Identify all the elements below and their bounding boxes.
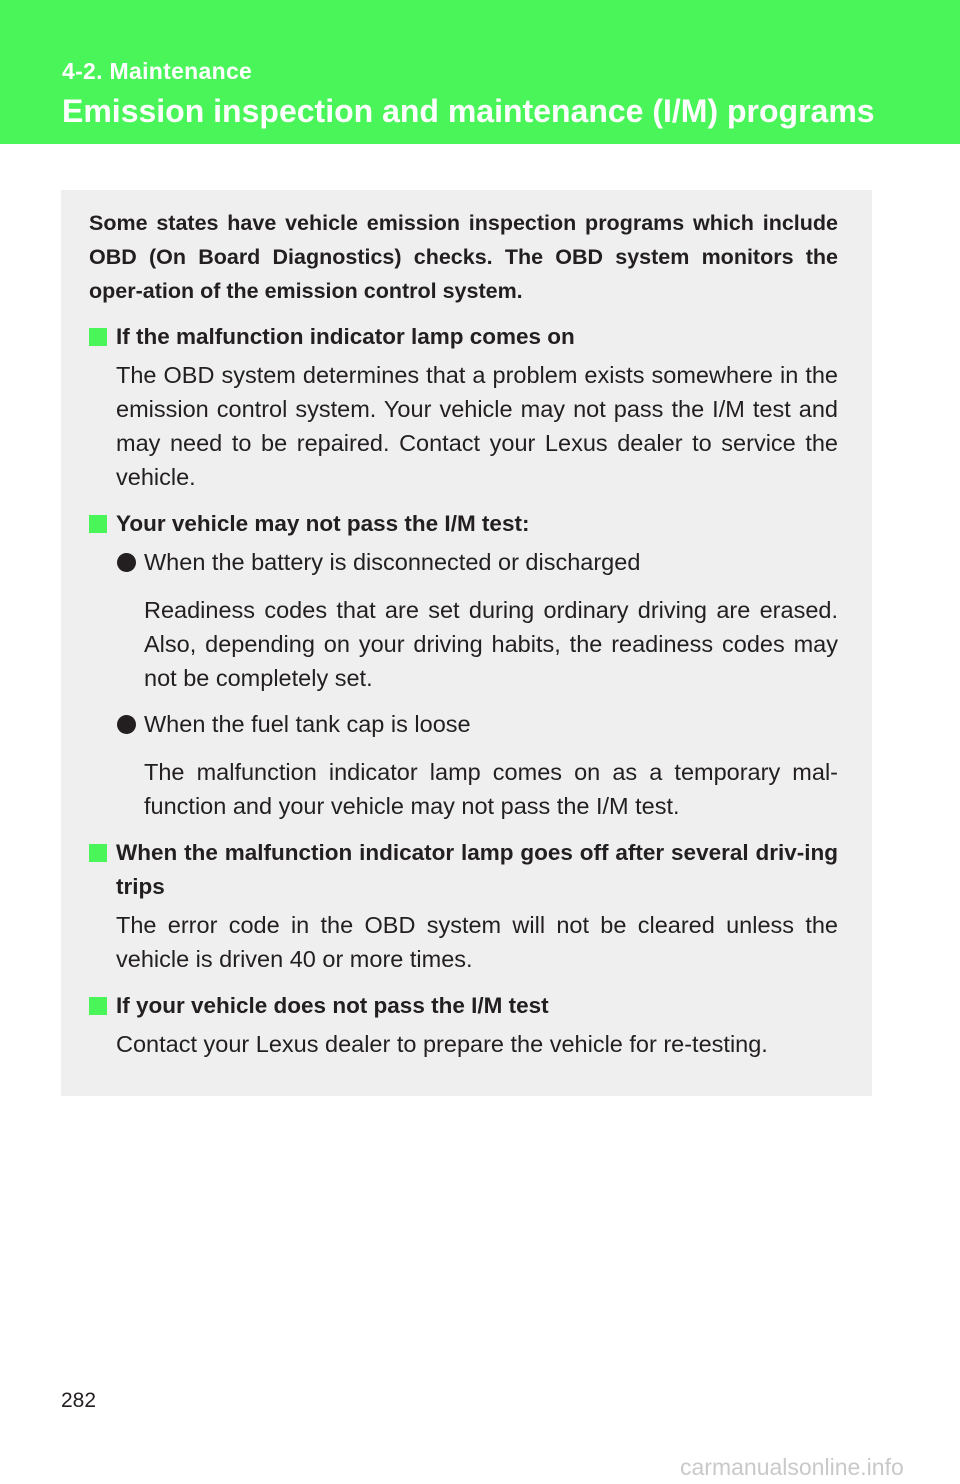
square-bullet-icon — [89, 997, 107, 1015]
section-heading-text: Your vehicle may not pass the I/M test: — [116, 511, 530, 536]
bullet-item — [89, 707, 838, 741]
square-bullet-icon — [89, 844, 107, 862]
watermark: carmanualsonline.info — [680, 1454, 904, 1480]
bullet-detail: Readiness codes that are set during ordinary driving are erased. Also, depending on your driving habits, the readiness codes may not be completely set. — [144, 597, 838, 691]
bullet-title: When the battery is disconnected or discharged — [144, 549, 641, 575]
bullet-detail: The malfunction indicator lamp comes on as a temporary mal-function and your vehicle may not pass the I/M test. — [144, 759, 838, 819]
intro-paragraph: Some states have vehicle emission inspection programs which include OBD (On Board Diagnostics) checks. The OBD system monitors the oper-ation of the emission control system. — [89, 211, 838, 303]
header-band — [0, 0, 960, 144]
section-body: Contact your Lexus dealer to prepare the vehicle for re-testing. — [116, 1031, 768, 1057]
section-heading — [89, 507, 838, 541]
content-box — [61, 190, 872, 1096]
circle-bullet-icon — [117, 715, 136, 734]
section-may-not-pass — [89, 507, 838, 823]
bullet-title: When the fuel tank cap is loose — [144, 711, 471, 737]
bullet-item — [89, 545, 838, 579]
section-heading — [89, 320, 838, 354]
section-heading-text: If the malfunction indicator lamp comes on — [116, 324, 575, 349]
section-heading — [89, 836, 838, 904]
page-title: Emission inspection and maintenance (I/M) programs — [62, 93, 875, 129]
section-does-not-pass — [89, 989, 838, 1061]
section-heading-text: When the malfunction indicator lamp goes off after several driv-ing trips — [116, 840, 838, 899]
circle-bullet-icon — [117, 553, 136, 572]
section-malfunction-lamp-on — [89, 320, 838, 494]
section-body: The OBD system determines that a problem exists somewhere in the emission control system. Your vehicle may not pass the I/M test and may need to be repaired. Contact your Lexus dealer to service the vehicle. — [116, 362, 838, 490]
section-heading — [89, 989, 838, 1023]
section-label: 4-2. Maintenance — [62, 58, 253, 84]
square-bullet-icon — [89, 515, 107, 533]
section-lamp-goes-off — [89, 836, 838, 976]
section-body: The error code in the OBD system will not be cleared unless the vehicle is driven 40 or more times. — [116, 912, 838, 972]
square-bullet-icon — [89, 328, 107, 346]
section-heading-text: If your vehicle does not pass the I/M test — [116, 993, 549, 1018]
page-number: 282 — [61, 1389, 97, 1412]
